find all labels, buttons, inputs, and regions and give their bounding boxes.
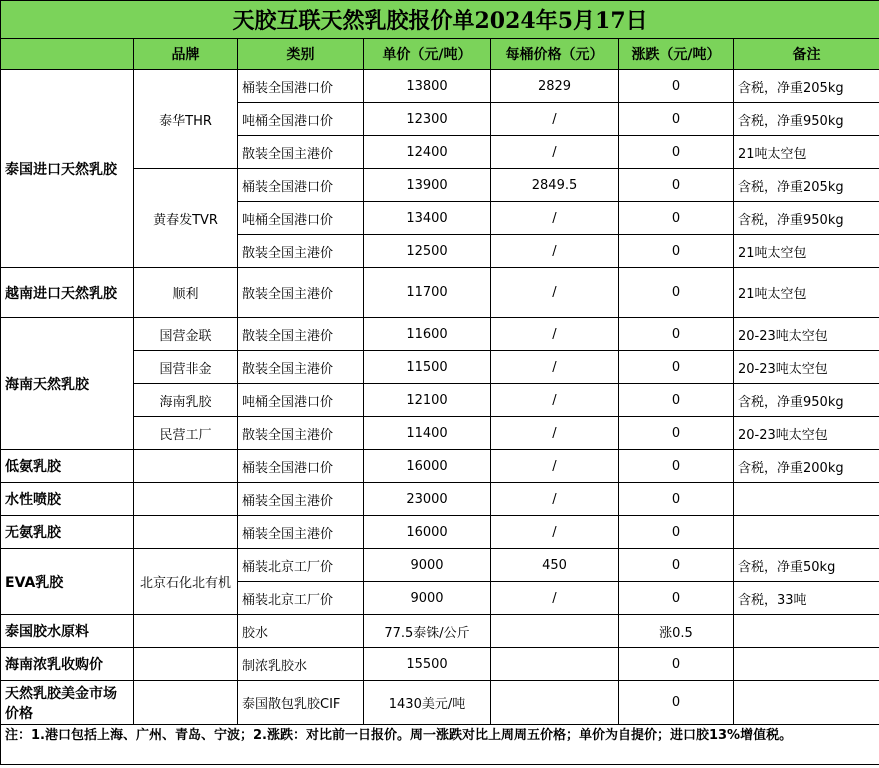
- remark-cell: 含税，净重950kg: [734, 202, 879, 235]
- type-cell: 桶装全国主港价: [238, 516, 364, 549]
- header-category: [1, 39, 134, 70]
- brand-minying: 民营工厂: [134, 417, 238, 450]
- change-cell: 0: [619, 516, 734, 549]
- type-cell: 散装全国主港价: [238, 318, 364, 351]
- type-cell: 桶装全国主港价: [238, 483, 364, 516]
- group-thai-glue: 泰国胶水原料: [1, 615, 134, 648]
- table-row: [1, 450, 879, 483]
- brand-hainan-rubber: 海南乳胶: [134, 384, 238, 417]
- price-cell: 12400: [364, 136, 491, 169]
- change-cell: 0: [619, 681, 734, 725]
- type-cell: 桶装北京工厂价: [238, 549, 364, 582]
- remark-cell: 含税，净重205kg: [734, 169, 879, 202]
- barrel-cell: /: [491, 450, 619, 483]
- group-hainan: 海南天然乳胶: [1, 318, 134, 450]
- group-no-ammonia: 无氨乳胶: [1, 516, 134, 549]
- price-cell: 9000: [364, 582, 491, 615]
- table-row: [1, 681, 879, 725]
- header-type: 类别: [238, 39, 364, 70]
- header-unit-price: 单价（元/吨）: [364, 39, 491, 70]
- remark-cell: [734, 483, 879, 516]
- barrel-cell: /: [491, 351, 619, 384]
- type-cell: 吨桶全国港口价: [238, 384, 364, 417]
- price-cell: 13900: [364, 169, 491, 202]
- change-cell: 0: [619, 450, 734, 483]
- remark-cell: 含税，净重200kg: [734, 450, 879, 483]
- change-cell: 0: [619, 202, 734, 235]
- brand-empty: [134, 450, 238, 483]
- barrel-cell: 450: [491, 549, 619, 582]
- brand-guoying-feijin: 国营非金: [134, 351, 238, 384]
- barrel-cell: /: [491, 202, 619, 235]
- table-row: [1, 268, 879, 318]
- barrel-cell: /: [491, 582, 619, 615]
- brand-empty: [134, 615, 238, 648]
- change-cell: 0: [619, 483, 734, 516]
- table-row: [1, 648, 879, 681]
- brand-empty: [134, 648, 238, 681]
- change-cell: 0: [619, 318, 734, 351]
- remark-cell: 21吨太空包: [734, 136, 879, 169]
- type-cell: 胶水: [238, 615, 364, 648]
- remark-cell: [734, 681, 879, 725]
- brand-huangchunfa: 黄春发TVR: [134, 169, 238, 268]
- price-cell: 13400: [364, 202, 491, 235]
- type-cell: 桶装全国港口价: [238, 169, 364, 202]
- remark-cell: 含税，33吨: [734, 582, 879, 615]
- brand-empty: [134, 681, 238, 725]
- change-cell: 0: [619, 417, 734, 450]
- type-cell: 散装全国主港价: [238, 417, 364, 450]
- brand-empty: [134, 516, 238, 549]
- barrel-cell: 2829: [491, 70, 619, 103]
- barrel-cell: /: [491, 268, 619, 318]
- change-cell: 0: [619, 384, 734, 417]
- remark-cell: [734, 516, 879, 549]
- header-brand: 品牌: [134, 39, 238, 70]
- table-row: [1, 70, 879, 103]
- change-cell: 0: [619, 235, 734, 268]
- remark-cell: 20-23吨太空包: [734, 318, 879, 351]
- group-usd-market: 天然乳胶美金市场价格: [1, 681, 134, 725]
- price-cell: 11400: [364, 417, 491, 450]
- type-cell: 桶装全国港口价: [238, 450, 364, 483]
- barrel-cell: /: [491, 136, 619, 169]
- footnote: 注：1.港口包括上海、广州、青岛、宁波；2.涨跌：对比前一日报价。周一涨跌对比上周周五价格；单价为自提价；进口胶13%增值税。: [1, 725, 879, 765]
- table-row: [1, 318, 879, 351]
- barrel-cell: /: [491, 318, 619, 351]
- change-cell: 0: [619, 648, 734, 681]
- header-barrel-price: 每桶价格（元）: [491, 39, 619, 70]
- remark-cell: 含税，净重950kg: [734, 384, 879, 417]
- header-row: [1, 39, 879, 70]
- barrel-cell: /: [491, 235, 619, 268]
- type-cell: 桶装全国港口价: [238, 70, 364, 103]
- remark-cell: 21吨太空包: [734, 235, 879, 268]
- change-cell: 0: [619, 103, 734, 136]
- barrel-cell: [491, 648, 619, 681]
- type-cell: 散装全国主港价: [238, 351, 364, 384]
- price-cell: 13800: [364, 70, 491, 103]
- remark-cell: 21吨太空包: [734, 268, 879, 318]
- price-cell: 15500: [364, 648, 491, 681]
- barrel-cell: [491, 681, 619, 725]
- table-row: [1, 483, 879, 516]
- remark-cell: [734, 615, 879, 648]
- change-cell: 0: [619, 136, 734, 169]
- group-hainan-conc: 海南浓乳收购价: [1, 648, 134, 681]
- change-cell: 涨0.5: [619, 615, 734, 648]
- change-cell: 0: [619, 549, 734, 582]
- change-cell: 0: [619, 169, 734, 202]
- type-cell: 吨桶全国港口价: [238, 103, 364, 136]
- price-cell: 23000: [364, 483, 491, 516]
- table-row: [1, 615, 879, 648]
- price-cell: 77.5泰铢/公斤: [364, 615, 491, 648]
- barrel-cell: /: [491, 103, 619, 136]
- price-cell: 12300: [364, 103, 491, 136]
- change-cell: 0: [619, 70, 734, 103]
- price-cell: 16000: [364, 516, 491, 549]
- barrel-cell: /: [491, 516, 619, 549]
- price-cell: 11600: [364, 318, 491, 351]
- price-cell: 1430美元/吨: [364, 681, 491, 725]
- remark-cell: 20-23吨太空包: [734, 417, 879, 450]
- barrel-cell: /: [491, 384, 619, 417]
- remark-cell: 含税，净重205kg: [734, 70, 879, 103]
- group-water-spray: 水性喷胶: [1, 483, 134, 516]
- type-cell: 制浓乳胶水: [238, 648, 364, 681]
- price-cell: 16000: [364, 450, 491, 483]
- brand-taihua: 泰华THR: [134, 70, 238, 169]
- table-row: [1, 516, 879, 549]
- price-cell: 9000: [364, 549, 491, 582]
- type-cell: 吨桶全国港口价: [238, 202, 364, 235]
- barrel-cell: /: [491, 483, 619, 516]
- type-cell: 散装全国主港价: [238, 235, 364, 268]
- remark-cell: 含税，净重50kg: [734, 549, 879, 582]
- header-change: 涨跌（元/吨）: [619, 39, 734, 70]
- page-title: 天胶互联天然乳胶报价单2024年5月17日: [1, 1, 879, 39]
- type-cell: 散装全国主港价: [238, 268, 364, 318]
- change-cell: 0: [619, 268, 734, 318]
- remark-cell: 20-23吨太空包: [734, 351, 879, 384]
- type-cell: 散装全国主港价: [238, 136, 364, 169]
- price-cell: 12500: [364, 235, 491, 268]
- brand-shunli: 顺利: [134, 268, 238, 318]
- group-thai: 泰国进口天然乳胶: [1, 70, 134, 268]
- remark-cell: [734, 648, 879, 681]
- brand-guoying-jinlian: 国营金联: [134, 318, 238, 351]
- brand-beijing: 北京石化北有机: [134, 549, 238, 615]
- group-low-ammonia: 低氨乳胶: [1, 450, 134, 483]
- barrel-cell: [491, 615, 619, 648]
- remark-cell: 含税，净重950kg: [734, 103, 879, 136]
- price-cell: 11700: [364, 268, 491, 318]
- header-remark: 备注: [734, 39, 879, 70]
- group-vietnam: 越南进口天然乳胶: [1, 268, 134, 318]
- price-cell: 11500: [364, 351, 491, 384]
- group-eva: EVA乳胶: [1, 549, 134, 615]
- barrel-cell: 2849.5: [491, 169, 619, 202]
- price-cell: 12100: [364, 384, 491, 417]
- change-cell: 0: [619, 351, 734, 384]
- change-cell: 0: [619, 582, 734, 615]
- type-cell: 桶装北京工厂价: [238, 582, 364, 615]
- type-cell: 泰国散包乳胶CIF: [238, 681, 364, 725]
- table-row: [1, 549, 879, 582]
- barrel-cell: /: [491, 417, 619, 450]
- brand-empty: [134, 483, 238, 516]
